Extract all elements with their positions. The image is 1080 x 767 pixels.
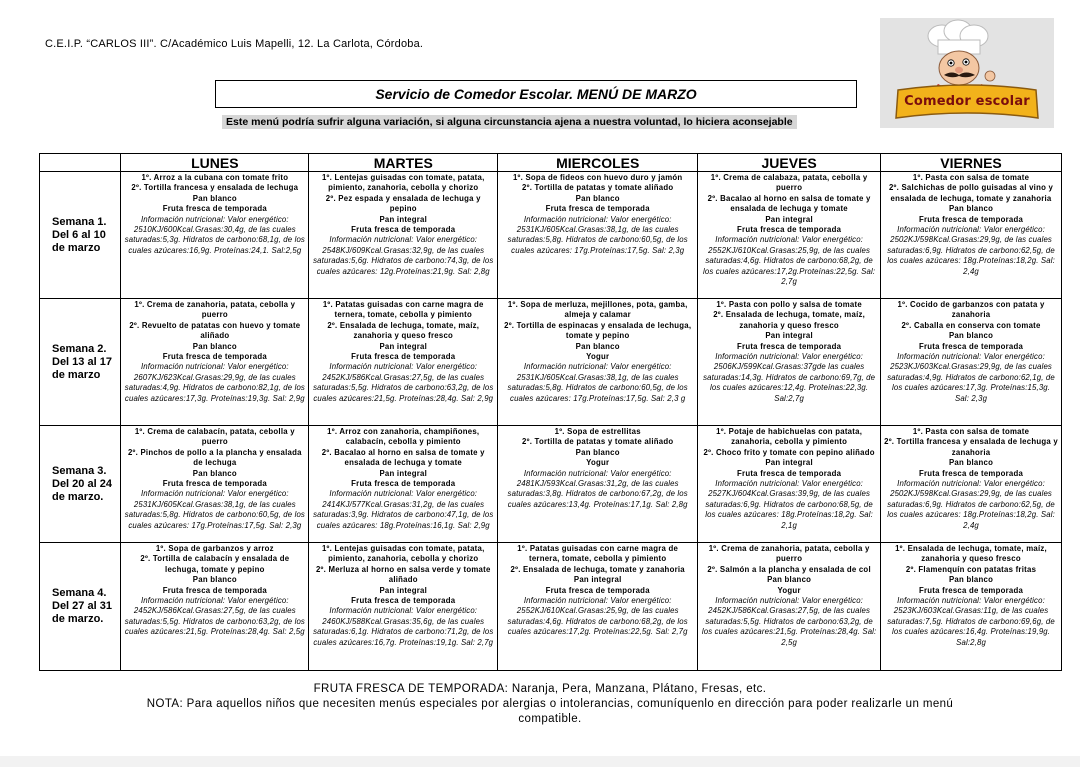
- nutrition-info: Información nutricional: Valor energético: 2502KJ/598Kcal.Grasas:29,9g, de las cuales saturadas:6,9g. Hidratos de carbono:62,5g, de los cuales azúcares: 18g.Proteínas:18,2g. Sal: 2,4g: [887, 479, 1055, 530]
- menu-item: 1º. Pasta con pollo y salsa de tomate: [716, 300, 862, 309]
- menu-item: Fruta fresca de temporada: [162, 204, 267, 214]
- menu-body: [40, 172, 1062, 671]
- week-label-line: de marzo: [52, 368, 101, 381]
- menu-item: Pan integral: [573, 575, 622, 585]
- menu-item: 1º. Arroz con zanahoria, champiñones, calabacín, cebolla y pimiento: [327, 427, 480, 447]
- menu-cell-jueves: [698, 172, 881, 299]
- corner-cell: [40, 154, 121, 172]
- menu-cell-miercoles: [498, 426, 698, 543]
- week-row: [40, 299, 1062, 426]
- nutrition-info: Información nutricional: Valor energético: 2531KJ/605Kcal.Grasas:38,1g, de las cuales saturadas:5,8g. Hidratos de carbono:60,5g, de los cuales azúcares: 17g.Proteínas:17,5g. Sal: 2,3g: [124, 489, 305, 530]
- menu-cell-martes: [309, 299, 498, 426]
- week-label: [40, 299, 121, 426]
- menu-table: [39, 153, 1062, 671]
- menu-cell-jueves: [698, 299, 881, 426]
- menu-cell-miercoles: [498, 299, 698, 426]
- menu-item: Pan blanco: [948, 204, 994, 214]
- seasonal-fruit-note: FRUTA FRESCA DE TEMPORADA: Naranja, Pera, Manzana, Plátano, Fresas, etc.: [313, 683, 767, 695]
- menu-cell-viernes: [881, 426, 1062, 543]
- menu-item: 1º. Pasta con salsa de tomate: [912, 427, 1030, 436]
- menu-item: 1º. Crema de calabacín, patata, cebolla y puerro: [134, 427, 295, 447]
- comedor-escolar-logo: [880, 18, 1054, 128]
- nutrition-info: Información nutricional: Valor energético: 2452KJ/586Kcal.Grasas:27,5g, de las cuales saturadas:5,5g. Hidratos de carbono:63,2g, de los cuales azúcares:21,5g. Proteínas:28,4g. Sal: 2,5g: [124, 596, 305, 637]
- week-label-line: Semana 1.: [52, 215, 107, 228]
- menu-item: Pan integral: [379, 468, 428, 478]
- menu-cell-jueves: [698, 426, 881, 543]
- menu-item: 2º. Choco frito y tomate con pepino aliñado: [703, 447, 875, 457]
- menu-item: 1º. Sopa de fideos con huevo duro y jamón: [512, 173, 683, 182]
- nutrition-info: Información nutricional: Valor energético: 2531KJ/605Kcal.Grasas:38,1g, de las cuales saturadas:5,8g. Hidratos de carbono:60,5g, de los cuales azúcares: 17g.Proteínas:17,5g. Sal: 2,3g: [507, 214, 688, 255]
- week-label-line: Del 6 al 10: [52, 228, 106, 241]
- menu-item: 1º. Crema de zanahoria, patata, cebolla y puerro: [708, 544, 870, 564]
- week-label-line: Del 27 al 31: [52, 600, 112, 612]
- menu-item: Fruta fresca de temporada: [162, 479, 267, 489]
- menu-item: 2º. Pinchos de pollo a la plancha y ensalada de lechuga: [127, 447, 302, 468]
- menu-item: 1º. Sopa de garbanzos y arroz: [155, 544, 274, 553]
- menu-item: 1º. Patatas guisadas con carne magra de ternera, tomate, cebolla y pimiento: [322, 300, 484, 320]
- nutrition-info: Información nutricional: Valor energético: 2527KJ/604Kcal.Grasas:39,9g, de las cuales saturadas:6,9g. Hidratos de carbono:68,5g, de los cuales azúcares: 18g.Proteínas:18,2g. Sal: 2,1g: [705, 479, 873, 530]
- menu-item: Yogur: [777, 585, 801, 595]
- menu-cell-lunes: [121, 543, 309, 671]
- menu-item: 1º. Sopa de merluza, mejillones, pota, gamba, almeja y calamar: [507, 300, 688, 320]
- menu-item: 2º. Bacalao al horno en salsa de tomate y ensalada de lechuga y tomate: [321, 447, 485, 468]
- nutrition-info: Información nutricional: Valor energético: 2548KJ/609Kcal.Grasas:32,9g, de las cuales saturadas:5,6g. Hidratos de carbono:74,3g, de los cuales azúcares: 12g.Proteínas:21,9g. Sal: 2,8g: [313, 235, 494, 276]
- page-bottom-edge: [0, 756, 1080, 767]
- day-header-miercoles: MIERCOLES: [498, 154, 698, 172]
- menu-cell-martes: [309, 543, 498, 671]
- menu-item: Pan blanco: [948, 331, 994, 341]
- menu-item: 2º. Tortilla de calabacín y ensalada de lechuga, tomate y pepino: [140, 554, 290, 574]
- nutrition-info: Información nutricional: Valor energético: 2552KJ/610Kcal.Grasas:25,9g, de las cuales saturadas:4,6g. Hidratos de carbono:68,2g, de los cuales azúcares:17,2g.Proteínas:22,5g. Sal: 2,7g: [703, 235, 876, 287]
- menu-item: 2º. Tortilla de patatas y tomate aliñado: [522, 183, 674, 193]
- week-label: [40, 426, 121, 543]
- menu-item: Pan integral: [379, 585, 428, 595]
- menu-item: Fruta fresca de temporada: [351, 225, 456, 235]
- menu-item: Fruta fresca de temporada: [918, 585, 1024, 595]
- menu-cell-lunes: [121, 426, 309, 543]
- menu-item: 1º. Arroz a la cubana con tomate frito: [141, 173, 289, 182]
- menu-item: Fruta fresca de temporada: [545, 204, 650, 214]
- nutrition-info: Información nutricional: Valor energético: 2523KJ/603Kcal.Grasas:11g, de las cuales saturadas:7,5g. Hidratos de carbono:69,6g, de los cuales azúcares:16,4g. Proteínas:19,9g. Sal:2,8g: [887, 596, 1055, 647]
- menu-item: Pan integral: [765, 214, 813, 224]
- logo-text: Comedor escolar: [904, 94, 1030, 109]
- menu-item: 1º. Crema de calabaza, patata, cebolla y puerro: [710, 173, 868, 193]
- nutrition-info: Información nutricional: Valor energético: 2506KJ/599Kcal.Grasas:37gde las cuales saturadas:14,3g. Hidratos de carbono:69,7g, de los cuales azúcares:12,4g. Proteínas:22,3g. Sal:2,7g: [703, 352, 876, 403]
- menu-cell-miercoles: [498, 172, 698, 299]
- menu-item: 1º. Pasta con salsa de tomate: [912, 173, 1030, 182]
- menu-item: Pan integral: [379, 214, 428, 224]
- menu-cell-martes: [309, 172, 498, 299]
- menu-cell-lunes: [121, 299, 309, 426]
- nutrition-info: Información nutricional: Valor energético: 2460KJ/588Kcal.Grasas:35,6g, de las cuales saturadas:6,1g. Hidratos de carbono:71,2g, de los cuales azúcares:16,7g. Proteínas:19,1g. Sal: 2,7g: [313, 606, 494, 647]
- nutrition-info: Información nutricional: Valor energético: 2452KJ/586Kcal.Grasas:27,5g, de las cuales saturadas:5,5g. Hidratos de carbono:63,2g, de los cuales azúcares:21,5g. Proteínas:28,4g. Sal: 2,5g: [701, 596, 877, 647]
- special-diets-note: NOTA: Para aquellos niños que necesiten menús especiales por alergias o intolerancias, comuníquenlo en dirección para poder realizarle un menú compatible.: [146, 698, 954, 725]
- menu-item: 2º. Revuelto de patatas con huevo y tomate aliñado: [129, 320, 301, 341]
- week-row: [40, 543, 1062, 671]
- menu-item: 1º. Patatas guisadas con carne magra de ternera, tomate, cebolla y pimiento: [517, 544, 679, 564]
- menu-item: Fruta fresca de temporada: [351, 352, 456, 362]
- menu-item: Fruta fresca de temporada: [351, 479, 456, 489]
- menu-item: 1º. Lentejas guisadas con tomate, patata, pimiento, zanahoria, cebolla y chorizo: [321, 544, 485, 564]
- menu-item: 1º. Cocido de garbanzos con patata y zanahoria: [897, 300, 1045, 320]
- menu-item: Pan blanco: [192, 341, 237, 351]
- menu-cell-lunes: [121, 172, 309, 299]
- day-header-jueves: JUEVES: [698, 154, 881, 172]
- menu-item: Pan blanco: [575, 447, 620, 457]
- menu-item: 2º. Bacalao al horno en salsa de tomate y ensalada de lechuga y tomate: [707, 193, 871, 214]
- menu-item: Fruta fresca de temporada: [162, 585, 267, 595]
- menu-item: Fruta fresca de temporada: [545, 585, 650, 595]
- menu-item: Pan blanco: [948, 575, 994, 585]
- week-label-line: Semana 2.: [52, 342, 107, 355]
- menu-item: 2º. Ensalada de lechuga, tomate, maíz, zanahoria y queso fresco: [713, 310, 866, 330]
- menu-item: Yogur: [586, 352, 610, 362]
- menu-item: Fruta fresca de temporada: [162, 352, 267, 362]
- menu-item: 2º. Salmón a la plancha y ensalada de col: [707, 564, 871, 574]
- menu-item: 2º. Ensalada de lechuga, tomate, maíz, zanahoria y queso fresco: [327, 320, 480, 341]
- week-row: [40, 172, 1062, 299]
- week-label-line: Semana 4.: [52, 587, 107, 599]
- menu-item: 2º. Tortilla francesa y ensalada de lechuga y zanahoria: [884, 437, 1058, 457]
- day-header-viernes: VIERNES: [881, 154, 1062, 172]
- nutrition-info: Información nutricional: Valor energético: 2607KJ/623Kcal.Grasas:29,9g, de las cuales saturadas:4,9g. Hidratos de carbono:82,1g, de los cuales azúcares:17,3g. Proteínas:19,3g. Sal: 2,9g: [124, 362, 305, 403]
- nutrition-info: Información nutricional: Valor energético: 2531KJ/605Kcal.Grasas:38,1g, de las cuales saturadas:5,8g. Hidratos de carbono:60,5g, de los cuales azúcares: 17g.Proteínas:17,5g. Sal: 2,3 g: [507, 362, 688, 403]
- menu-item: 1º. Potaje de habichuelas con patata, zanahoria, cebolla y pimiento: [716, 427, 863, 447]
- menu-cell-viernes: [881, 172, 1062, 299]
- menu-change-notice: Este menú podría sufrir alguna variación, si alguna circunstancia ajena a nuestra voluntad, lo hiciera aconsejable: [222, 115, 797, 129]
- nutrition-info: Información nutricional: Valor energético: 2452KJ/586Kcal.Grasas:27,5g, de las cuales saturadas:5,5g. Hidratos de carbono:63,2g, de los cuales azúcares:21,5g. Proteínas:28,4g. Sal: 2,9g: [313, 362, 494, 403]
- menu-item: Fruta fresca de temporada: [737, 341, 842, 351]
- nutrition-info: Información nutricional: Valor energético: 2414KJ/577Kcal.Grasas:31,2g, de las cuales saturadas:3,9g. Hidratos de carbono:47,1g, de los cuales azúcares: 18g.Proteínas:16,1g. Sal: 2,9g: [313, 489, 494, 530]
- menu-item: Fruta fresca de temporada: [351, 596, 456, 606]
- menu-cell-viernes: [881, 299, 1062, 426]
- menu-item: Pan blanco: [575, 193, 620, 203]
- menu-item: Pan blanco: [192, 468, 237, 478]
- menu-item: 2º. Merluza al horno en salsa verde y tomate aliñado: [315, 564, 491, 585]
- menu-item: Pan integral: [765, 331, 813, 341]
- menu-item: 2º. Flamenquín con patatas fritas: [905, 564, 1037, 574]
- page-title: Servicio de Comedor Escolar. MENÚ DE MARZO: [215, 80, 857, 108]
- chef-icon: [880, 18, 1054, 128]
- menu-item: Fruta fresca de temporada: [737, 468, 842, 478]
- menu-cell-martes: [309, 426, 498, 543]
- nutrition-info: Información nutricional: Valor energético: 2523KJ/603Kcal.Grasas:29,9g, de las cuales saturadas:4,9g. Hidratos de carbono:62,1g, de los cuales azúcares:17,3g. Proteínas:15,3g. Sal: 2,3g: [887, 352, 1055, 403]
- menu-item: Pan blanco: [192, 193, 237, 203]
- week-label-line: Semana 3.: [52, 464, 107, 477]
- week-row: [40, 426, 1062, 543]
- nutrition-info: Información nutricional: Valor energético: 2502KJ/598Kcal.Grasas:29,9g, de las cuales saturadas:6,9g. Hidratos de carbono:62,5g, de los cuales azúcares: 18g.Proteínas:18,2g. Sal: 2,4g: [887, 225, 1055, 276]
- school-address: C.E.I.P. “CARLOS III”. C/Académico Luis Mapelli, 12. La Carlota, Córdoba.: [45, 38, 424, 50]
- week-label-line: de marzo: [52, 241, 101, 254]
- week-label-line: Del 20 al 24: [52, 477, 112, 490]
- days-header-row: [40, 154, 1062, 172]
- menu-item: 2º. Salchichas de pollo guisadas al vino y ensalada de lechuga, tomate y zanahoria: [888, 183, 1054, 203]
- menu-item: Pan integral: [379, 341, 428, 351]
- week-label-line: Del 13 al 17: [52, 355, 112, 368]
- nutrition-info: Información nutricional: Valor energético: 2510KJ/600Kcal.Grasas:30,4g, de las cuales saturadas:5,3g. Hidratos de carbono:68,1g, de los cuales azúcares:16,9g. Proteínas:24,1. Sal:2,5g: [124, 214, 305, 255]
- menu-item: 2º. Pez espada y ensalada de lechuga y pepino: [325, 193, 481, 214]
- menu-item: 2º. Caballa en conserva con tomate: [901, 320, 1041, 330]
- day-header-martes: MARTES: [309, 154, 498, 172]
- menu-item: 2º. Tortilla francesa y ensalada de lechuga: [131, 183, 299, 193]
- menu-item: 2º. Tortilla de espinacas y ensalada de lechuga, tomate y pepino: [504, 320, 692, 341]
- menu-item: Fruta fresca de temporada: [918, 214, 1024, 224]
- week-label-line: de marzo.: [52, 613, 104, 625]
- menu-item: 2º. Tortilla de patatas y tomate aliñado: [522, 437, 674, 447]
- menu-item: Pan blanco: [575, 341, 620, 351]
- menu-cell-miercoles: [498, 543, 698, 671]
- week-label-line: de marzo.: [52, 490, 104, 503]
- nutrition-info: Información nutricional: Valor energético: 2552KJ/610Kcal.Grasas:25,9g, de las cuales saturadas:4,6g. Hidratos de carbono:68,2g, de los cuales azúcares:17,2g. Proteínas:22,5g. Sal: 2,7g: [507, 596, 688, 637]
- menu-item: Fruta fresca de temporada: [918, 341, 1024, 351]
- menu-item: 1º. Ensalada de lechuga, tomate, maíz, zanahoria y queso fresco: [895, 544, 1047, 564]
- menu-item: Fruta fresca de temporada: [737, 225, 842, 235]
- menu-cell-jueves: [698, 543, 881, 671]
- week-label: [40, 543, 121, 671]
- menu-item: 1º. Crema de zanahoria, patata, cebolla y puerro: [134, 300, 296, 320]
- menu-item: Yogur: [586, 458, 610, 468]
- menu-cell-viernes: [881, 543, 1062, 671]
- menu-item: 2º. Ensalada de lechuga, tomate y zanahoria: [510, 564, 685, 574]
- menu-item: Pan integral: [765, 458, 813, 468]
- menu-item: Pan blanco: [192, 575, 237, 585]
- menu-item: 1º. Lentejas guisadas con tomate, patata, pimiento, zanahoria, cebolla y chorizo: [321, 173, 485, 193]
- menu-item: 1º. Sopa de estrellitas: [554, 427, 641, 436]
- nutrition-info: Información nutricional: Valor energético: 2481KJ/593Kcal.Grasas:31,2g, de las cuales saturadas:3,8g. Hidratos de carbono:67,2g, de los cuales azúcares:13,4g. Proteínas:17,1g. Sal: 2,8g: [507, 468, 688, 509]
- menu-item: Pan blanco: [767, 575, 812, 585]
- menu-item: Pan blanco: [948, 458, 994, 468]
- day-header-lunes: LUNES: [121, 154, 309, 172]
- week-label: [40, 172, 121, 299]
- menu-item: Fruta fresca de temporada: [918, 468, 1024, 478]
